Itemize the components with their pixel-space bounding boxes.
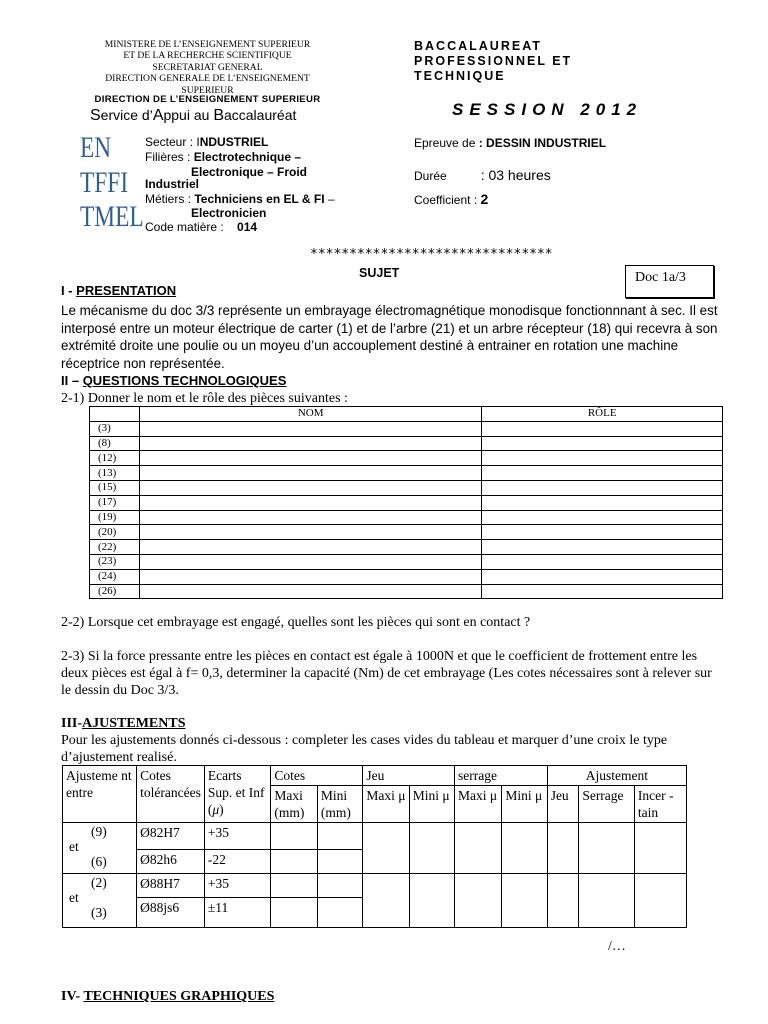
ministry-line: DIRECTION GENERALE DE L’ENSEIGNEMENT [105, 73, 310, 85]
logo-tffi: TFFI [80, 166, 129, 199]
table-row: (13) [90, 466, 723, 481]
table-row: (26) [90, 584, 723, 599]
cote-cell: Ø88js6 [137, 898, 205, 928]
nom-cell[interactable] [139, 569, 481, 584]
answer-cell[interactable] [579, 823, 635, 874]
table-row: (23) [90, 554, 723, 569]
question-2-1: 2-1) Donner le nom et le rôle des pièces suivantes : [61, 391, 348, 406]
answer-cell[interactable] [634, 823, 686, 874]
separator-stars: ******************************* [310, 247, 553, 262]
header-cotes: Cotes [271, 766, 363, 786]
nom-cell[interactable] [139, 466, 481, 481]
header-maxi-mm: Maxi (mm) [271, 786, 317, 823]
pieces-pair-cell: (2) et (3) [63, 874, 137, 928]
table-row: (3) [90, 421, 723, 436]
nom-cell[interactable] [139, 584, 481, 599]
secteur-line: Secteur : INDUSTRIEL [145, 135, 269, 149]
header-mini-mu: Mini μ [409, 786, 454, 823]
header-ajustement: Ajustement [547, 766, 686, 786]
section-questions-heading: II – QUESTIONS TECHNOLOGIQUES [61, 373, 287, 388]
nom-cell[interactable] [139, 540, 481, 555]
session-title: SESSION 2012 [452, 100, 643, 119]
doc-label: Doc 1a/3 [625, 265, 714, 298]
nom-cell[interactable] [139, 554, 481, 569]
answer-cell[interactable] [634, 874, 686, 928]
section-ajustements-heading: III-AJUSTEMENTS [61, 716, 186, 731]
nom-cell[interactable] [139, 510, 481, 525]
epreuve-line: Epreuve de : DESSIN INDUSTRIEL [414, 136, 607, 150]
duree-line: Durée : 03 heures [414, 167, 551, 183]
answer-cell[interactable] [502, 823, 547, 874]
header-mini-mm: Mini (mm) [317, 786, 363, 823]
header-row-1 [63, 766, 687, 786]
filieres-line-3: Industriel [145, 177, 200, 191]
filieres-line-2: Electronique – Froid [191, 165, 308, 179]
role-cell[interactable] [482, 451, 723, 466]
service-title: Service d’Appui au Baccalauréat [90, 107, 297, 124]
ecart-cell: +35 [204, 874, 271, 898]
answer-cell[interactable] [271, 898, 317, 928]
logo-en: EN [80, 131, 112, 164]
nom-cell[interactable] [139, 480, 481, 495]
role-cell[interactable] [482, 480, 723, 495]
column-header-role: RÔLE [482, 407, 723, 422]
answer-cell[interactable] [409, 874, 454, 928]
ministry-line: SECRETARIAT GENERAL [152, 61, 263, 73]
ecart-cell: ±11 [204, 898, 271, 928]
role-cell[interactable] [482, 525, 723, 540]
bac-title: BACCALAUREAT PROFESSIONNEL ET TECHNIQUE [414, 39, 573, 83]
column-header-nom: NOM [139, 407, 481, 422]
header-ecarts: Ecarts Sup. et Inf (μ) [204, 766, 271, 823]
answer-cell[interactable] [409, 823, 454, 874]
coef-line: Coefficient : 2 [414, 191, 489, 207]
answer-cell[interactable] [363, 874, 409, 928]
metiers-line: Métiers : Techniciens en EL & FI – [145, 192, 335, 206]
header-adj-serrage: Serrage [579, 786, 635, 823]
table-row [63, 874, 687, 898]
nom-cell[interactable] [139, 495, 481, 510]
header-adj-jeu: Jeu [547, 786, 579, 823]
nom-cell[interactable] [139, 436, 481, 451]
role-cell[interactable] [482, 495, 723, 510]
header-ajustement-entre: Ajusteme nt entre [63, 766, 137, 823]
ecart-cell: -22 [204, 850, 271, 874]
answer-cell[interactable] [271, 823, 317, 850]
table-row: (24) [90, 569, 723, 584]
answer-cell[interactable] [317, 823, 363, 850]
ministry-line: ET DE LA RECHERCHE SCIENTIFIQUE [123, 50, 292, 62]
continued-marker: /… [608, 939, 626, 954]
question-2-2: 2-2) Lorsque cet embrayage est engagé, quelles sont les pièces qui sont en contact ? [61, 615, 531, 630]
answer-cell[interactable] [317, 898, 363, 928]
ministry-block [70, 39, 345, 96]
answer-cell[interactable] [502, 874, 547, 928]
table-header-row [90, 407, 723, 422]
code-line: Code matière : 014 [145, 220, 258, 234]
role-cell[interactable] [482, 466, 723, 481]
table-row: (15) [90, 480, 723, 495]
answer-cell[interactable] [547, 874, 579, 928]
header-serrage: serrage [455, 766, 548, 786]
table-row: (22) [90, 540, 723, 555]
header-mini-mu-2: Mini μ [502, 786, 547, 823]
presentation-paragraph: Le mécanisme du doc 3/3 représente un embrayage électromagnétique monodisque fonctionnnant à sec. Il est interposé entre un moteur électrique de carter (1) et de l’arbre (21) et un arbre récepteur (18) qui recevra à son extrémité droite une poulie ou un moyeu d’un accouplement destiné à entrainer en rotation une machine réceptrice non représentée. [61, 303, 718, 371]
table-row: (19) [90, 510, 723, 525]
nom-cell[interactable] [139, 421, 481, 436]
header-maxi-mu: Maxi μ [363, 786, 409, 823]
ministry-line: MINISTERE DE L’ENSEIGNEMENT SUPERIEUR [104, 39, 311, 50]
answer-cell[interactable] [455, 874, 502, 928]
header-adj-incertain: Incer -tain [634, 786, 686, 823]
role-cell[interactable] [482, 540, 723, 555]
pieces-pair-cell: (9) et (6) [63, 823, 137, 874]
section-presentation-heading: I - PRESENTATION [61, 283, 177, 298]
header-jeu: Jeu [363, 766, 455, 786]
nom-cell[interactable] [139, 451, 481, 466]
ministry-line: SUPERIEUR [181, 84, 234, 96]
logo-tmel: TMEL [80, 200, 144, 233]
answer-cell[interactable] [363, 823, 409, 874]
header-maxi-mu-2: Maxi μ [455, 786, 502, 823]
answer-cell[interactable] [547, 823, 579, 874]
cote-cell: Ø82H7 [137, 823, 205, 850]
answer-cell[interactable] [271, 850, 317, 874]
filieres-line: Filières : Electrotechnique – [145, 150, 302, 164]
ecart-cell: +35 [204, 823, 271, 850]
role-cell[interactable] [482, 584, 723, 599]
direction-title: DIRECTION DE L’ENSEIGNEMENT SUPERIEUR [94, 94, 321, 105]
answer-cell[interactable] [317, 874, 363, 898]
sujet-title: SUJET [359, 266, 400, 280]
answer-cell[interactable] [455, 823, 502, 874]
cote-cell: Ø88H7 [137, 874, 205, 898]
nom-cell[interactable] [139, 525, 481, 540]
role-cell[interactable] [482, 421, 723, 436]
ajustements-intro: Pour les ajustements donnés ci-dessous : completer les cases vides du tableau et marquer d’une croix le type d’ajustement realisé. [61, 733, 668, 765]
header-cotes-tolerancees: Cotes tolérancées [137, 766, 205, 823]
table-row: (20) [90, 525, 723, 540]
answer-cell[interactable] [579, 874, 635, 928]
table-row [63, 823, 687, 850]
role-cell[interactable] [482, 510, 723, 525]
answer-cell[interactable] [317, 850, 363, 874]
table-row: (17) [90, 495, 723, 510]
section-techniques-graphiques-heading: IV- TECHNIQUES GRAPHIQUES [61, 989, 275, 1004]
role-cell[interactable] [482, 554, 723, 569]
ajustements-table [62, 765, 687, 928]
metiers-line-2: Electronicien [191, 206, 267, 220]
question-2-3: 2-3) Si la force pressante entre les pièces en contact est égale à 1000N et que le coefficient de frottement entre les deux pièces est égal à f= 0,3, determiner la capacité (Nm) de cet embrayage (Les cotes nécessaires sont à relever sur le dessin du Doc 3/3. [61, 649, 712, 698]
answer-cell[interactable] [271, 874, 317, 898]
role-cell[interactable] [482, 569, 723, 584]
table-row: (12) [90, 451, 723, 466]
table-row: (8) [90, 436, 723, 451]
role-cell[interactable] [482, 436, 723, 451]
cote-cell: Ø82h6 [137, 850, 205, 874]
pieces-table [89, 406, 723, 599]
